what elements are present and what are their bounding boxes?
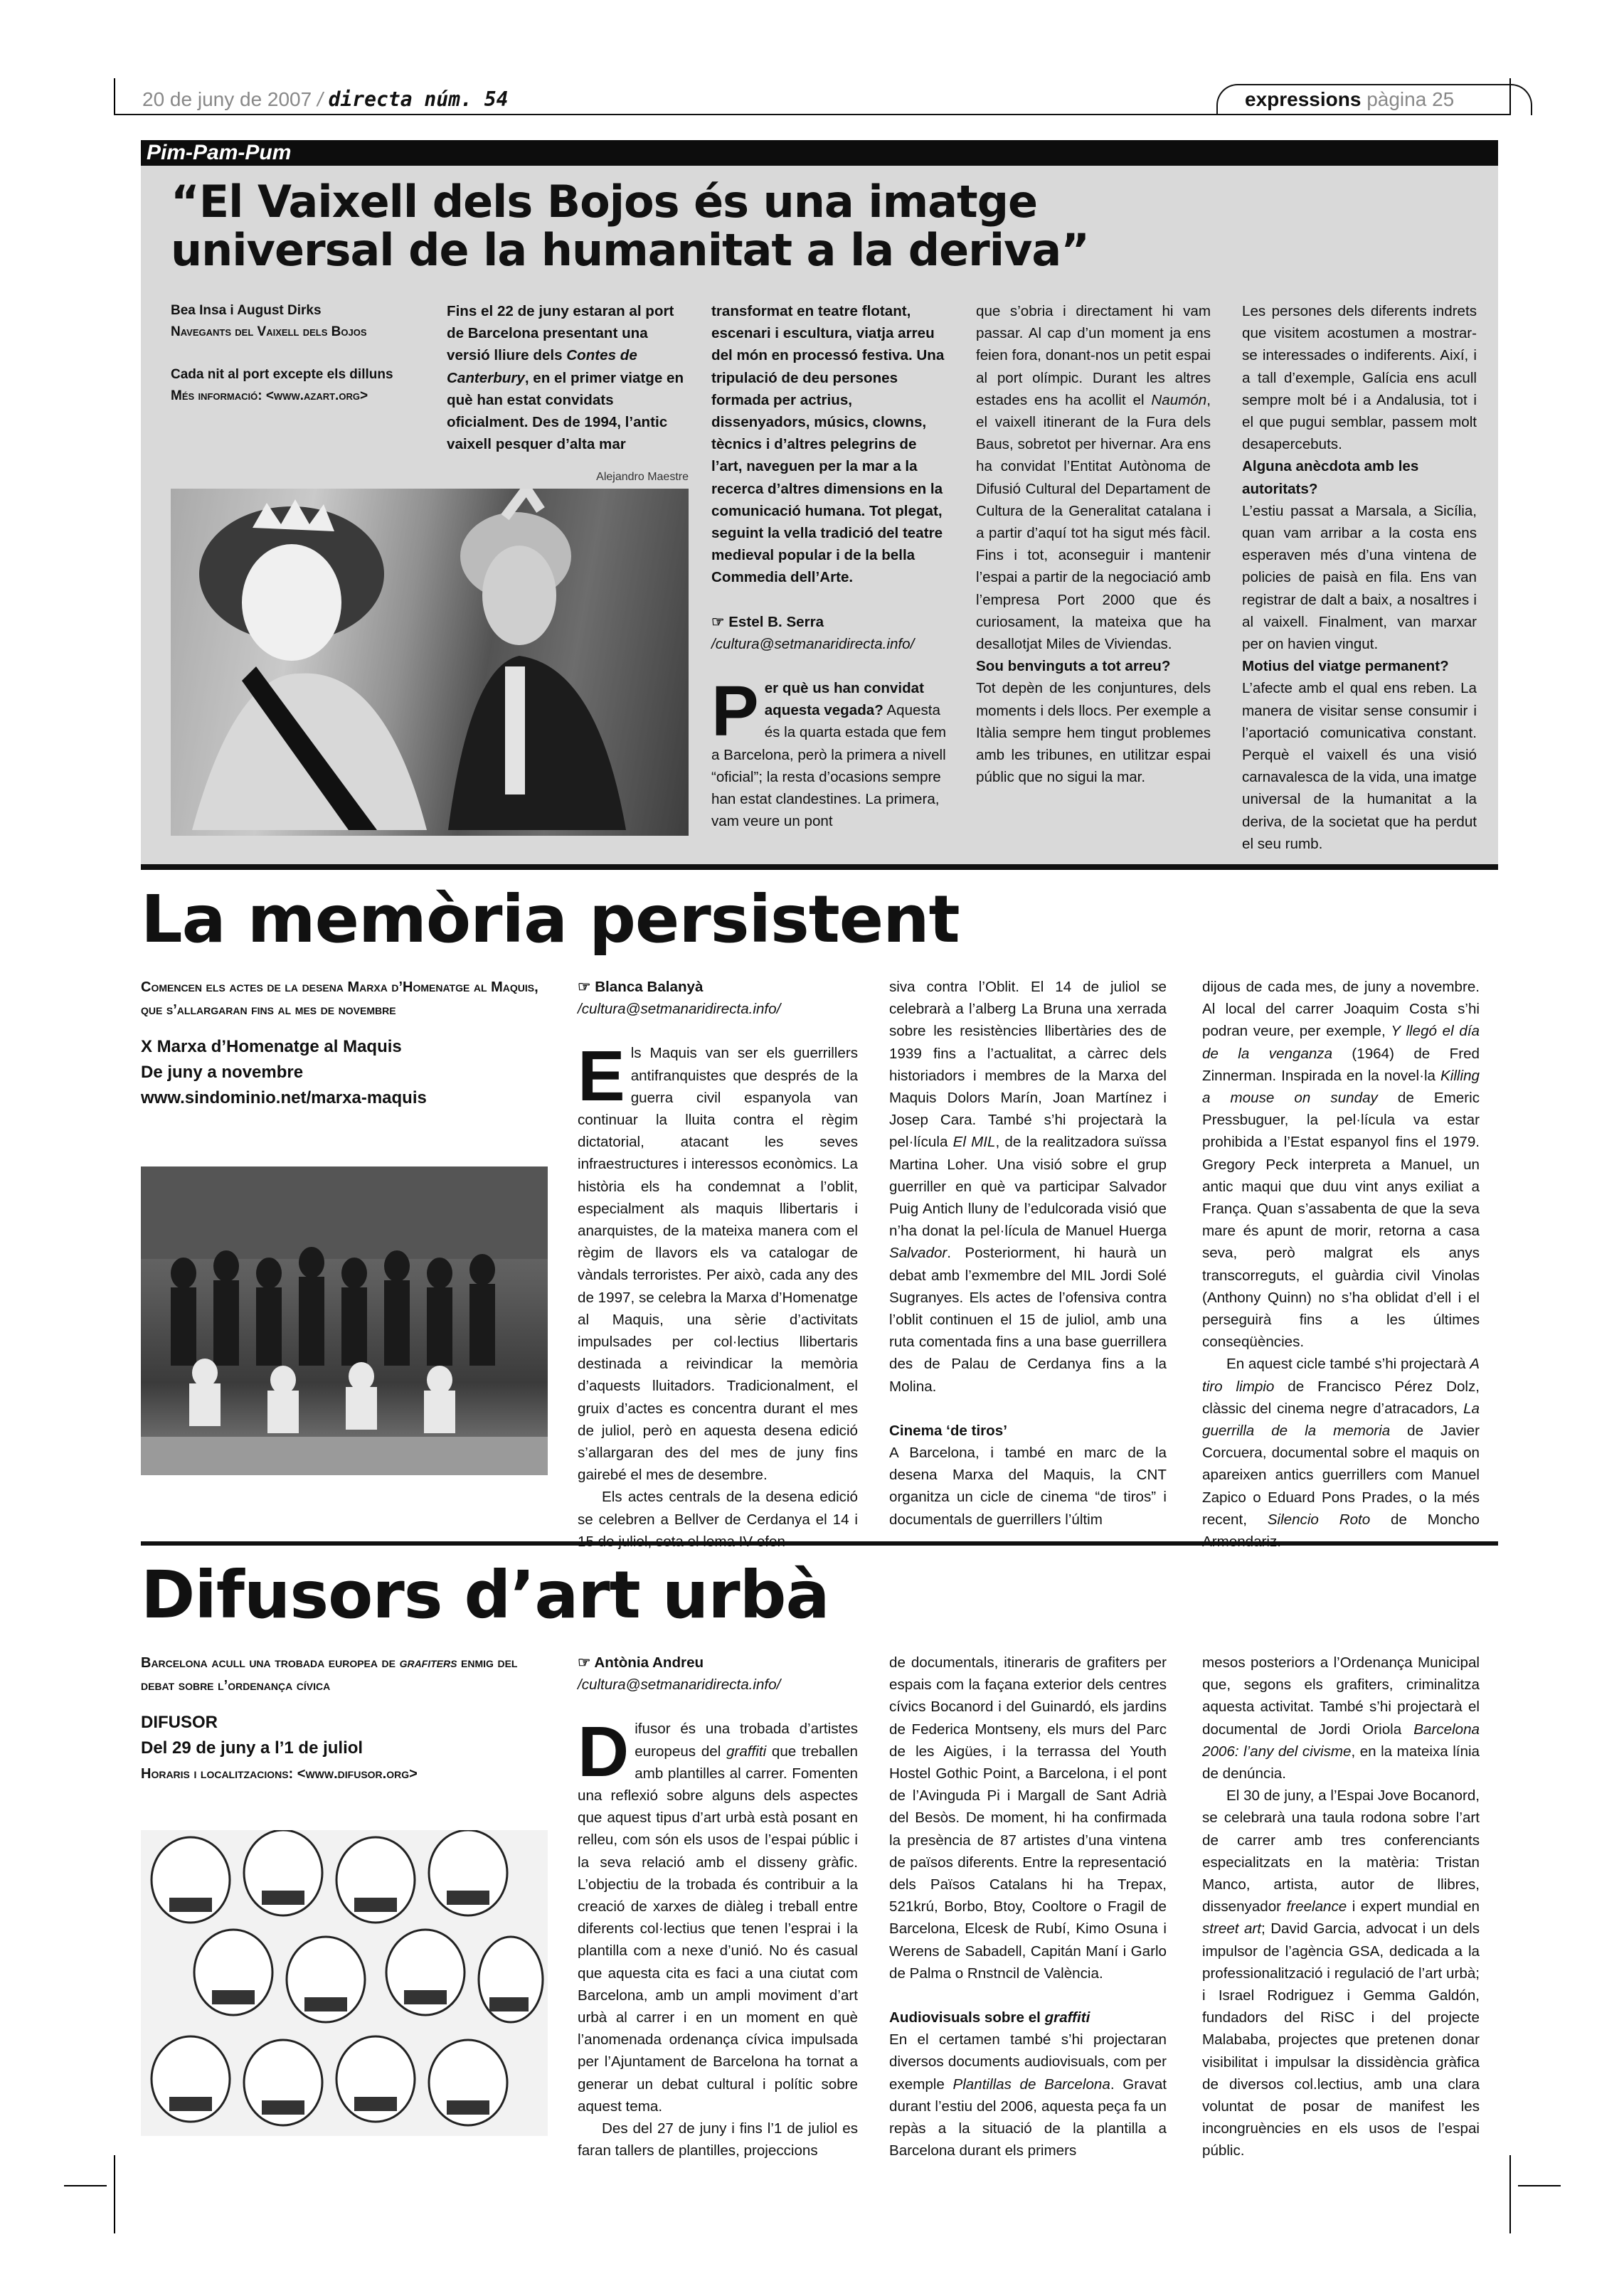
difusors-kicker-a: Barcelona acull una trobada europea de bbox=[141, 1655, 400, 1671]
interview-info bbox=[171, 300, 413, 407]
difusors-c4-a: mesos posteriors a l’Ordenança Municipal que, segons els grafiters, criminalitza aquesta activitat. També s’hi projectarà el documental de Jordi Oriola bbox=[1202, 1654, 1480, 1738]
difusors-author bbox=[578, 1652, 858, 1674]
memoria-c3-a: siva contra l’Oblit. El 14 de juliol se celebrarà a l’alberg La Bruna una xerrada sobre les resistències llibertàries des de 1939 fins a l’actualitat, a càrrec dels historiadors i membres de la Marxa del Maquis Dolors Marín, Joan Martínez i Josep Cara. També s’hi projectarà la pel·lícula bbox=[889, 979, 1167, 1151]
difusors-subhead-b: graffiti bbox=[1044, 2009, 1090, 2026]
memoria-c4-film5: Silencio Roto bbox=[1267, 1511, 1371, 1528]
difusors-kicker-b: enmig del debat sobre l’ordenança cívica bbox=[141, 1655, 518, 1694]
question-2: Sou benvinguts a tot arreu? bbox=[976, 658, 1171, 675]
memoria-c3-b: , de la realitzadora suïssa Martina Loher. Una visió sobre el grup guerriller en què va participar Salvador Puig Antich lluny de l’edulcorada visió que n’ha donat la pel·lícula de Manuel Huerga bbox=[889, 1134, 1167, 1240]
memoria-c4-c: de Emeric Pressbuguer, la pel·lícula va estar prohibida a l’Estat espanyol fins el 1979. Gregory Peck interpreta a Manuel, un antic maqui que duu vint anys exiliat a França. Quan s’assabenta de que la seva mare és apunt de morir, retorna a casa seva, però malgrat els anys transcorreguts, el guàrdia civil Vinolas (Anthony Quinn) no s’ha oblidat d’ell i el perseguirà fins a les últimes conseqüències. bbox=[1202, 1090, 1480, 1351]
header-left bbox=[142, 87, 508, 112]
memoria-c3-film1: El MIL bbox=[952, 1134, 996, 1151]
difusors-p2: Des del 27 de juny i fins l’1 de juliol es faran tallers de plantilles, projeccions bbox=[578, 2120, 858, 2159]
memoria-c3-text bbox=[889, 976, 1167, 1398]
memoria-dropcap: E bbox=[578, 1036, 625, 1117]
difusors-c3-text bbox=[889, 2029, 1167, 2162]
question-4: Motius del viatge permanent? bbox=[1242, 658, 1449, 675]
memoria-email[interactable]: /cultura@setmanaridirecta.info/ bbox=[578, 1001, 781, 1018]
crop-mark bbox=[114, 2155, 115, 2233]
stencil-artwork bbox=[141, 1830, 548, 2136]
photo-illustration bbox=[171, 489, 689, 836]
maquis-group-illustration bbox=[141, 1166, 548, 1475]
memoria-col2 bbox=[578, 976, 858, 1553]
memoria-c4-text bbox=[1202, 976, 1480, 1353]
memoria-author bbox=[578, 976, 858, 998]
difusors-c4-street: street art bbox=[1202, 1920, 1262, 1938]
info-group: Navegants del Vaixell dels Bojos bbox=[171, 324, 367, 339]
difusors-subhead bbox=[889, 2007, 1167, 2029]
intro-line3: una versió lliure dels bbox=[447, 325, 648, 364]
interview-headline-line2: universal de la humanitat a la deriva” bbox=[171, 224, 1090, 276]
memoria-c4-e: de Francisco Pérez Dolz, clàssic del cinema negre d’atracadors, bbox=[1202, 1378, 1480, 1417]
difusors-info-more bbox=[141, 1761, 546, 1787]
difusors-col3 bbox=[889, 1652, 1167, 2162]
difusors-info-url[interactable]: <www.difusor.org> bbox=[297, 1766, 418, 1782]
page-header bbox=[114, 84, 1511, 115]
byline-author bbox=[711, 611, 946, 633]
intro-line2: port de Barcelona presentant bbox=[447, 303, 674, 342]
interview-q1 bbox=[711, 671, 947, 832]
difusors-col4 bbox=[1202, 1652, 1480, 2162]
memoria-subhead: Cinema ‘de tiros’ bbox=[889, 1422, 1007, 1439]
answer-3: L’estiu passat a Marsala, a Sicília, quan vam arribar a la costa ens esperaven més d’una vintena de policies de paisà en fila. Ens van registrar de dalt a baix, a nosaltres i al vaixell. Finalment, van marxar per on havien vingut. bbox=[1242, 502, 1477, 653]
difusors-c4-d: i expert mundial en bbox=[1347, 1898, 1480, 1915]
memoria-c3-d: A Barcelona, i també en marc de la desena Marxa del Maquis, la CNT organitza un cicle de cinema “de tiros” i documentals de guerrillers l’últim bbox=[889, 1445, 1167, 1528]
difusors-author-name: Antònia Andreu bbox=[594, 1654, 704, 1671]
memoria-kicker: Comencen els actes de la desena Marxa d’Homenatge al Maquis, que s’allargaran fins al mes de novembre bbox=[141, 979, 538, 1018]
info-names: Bea Insa i August Dirks bbox=[171, 303, 322, 318]
difusors-c4-text bbox=[1202, 1652, 1480, 1785]
byline-email[interactable]: /cultura@setmanaridirecta.info/ bbox=[711, 635, 915, 652]
difusors-c4-free: freelance bbox=[1286, 1898, 1347, 1915]
difusors-info-name: DIFUSOR bbox=[141, 1713, 218, 1732]
interview-headline bbox=[171, 178, 1451, 275]
memoria-info-1: X Marxa d’Homenatge al Maquis bbox=[141, 1037, 402, 1056]
difusors-c3-film: Plantillas de Barcelona bbox=[952, 2076, 1110, 2093]
interview-col3-text: transformat en teatre flotant, escenari i escultura, viatja arreu del món en processó festiva. Una tripulació de deu persones formada per actrius, dissenyadors, músics, clowns, tècnics i d’altres pelegrins de l’art, naveguen per la mar a la recerca d’altres dimensions en la comunicació humana. Tot plegat, seguint la vella tradició del teatre medieval popular i de la bella Commedia dell’Arte. bbox=[711, 303, 945, 586]
intro-title: Contes de Canterbury bbox=[447, 347, 637, 386]
memoria-c4-film1: Y llegó el día de la venganza bbox=[1202, 1023, 1480, 1062]
memoria-c4-film3: A tiro limpio bbox=[1202, 1356, 1480, 1395]
memoria-c4-a: dijous de cada mes, de juny a novembre. Al local del carrer Joaquim Costa s’hi podran veure, per exemple, bbox=[1202, 979, 1480, 1040]
section-banner-label: Pim-Pam-Pum bbox=[147, 141, 292, 164]
memoria-c4-text2 bbox=[1202, 1353, 1480, 1553]
memoria-c3-film2: Salvador bbox=[889, 1245, 948, 1262]
interview-col4 bbox=[976, 300, 1211, 788]
memoria-p2: Els actes centrals de la desena edició se celebren a Bellver de Cerdanya el 14 i bbox=[578, 1489, 858, 1528]
difusors-c4-c: El 30 de juny, a l’Espai Jove Bocanord, se celebrarà una taula rodona sobre l’art de carrer amb tres conferenciants especialitzats en la matèria: Tristan Manco, artista, autor de llibres, dissenyador bbox=[1202, 1787, 1480, 1915]
memoria-c4-g: de Moncho bbox=[1391, 1511, 1480, 1528]
intro-line1: Fins el 22 de juny estaran al bbox=[447, 303, 642, 319]
difusors-c3-b: En el certamen també s’hi projectaran diversos documents audiovisuals, com per exemple bbox=[889, 2031, 1167, 2093]
info-more-label: Més informació: bbox=[171, 388, 262, 403]
difusors-email[interactable]: /cultura@setmanaridirecta.info/ bbox=[578, 1676, 781, 1694]
interview-byline bbox=[711, 611, 946, 655]
difusors-dropcap: D bbox=[578, 1712, 630, 1792]
interview-col4-text bbox=[976, 300, 1211, 655]
difusors-kicker bbox=[141, 1652, 546, 1697]
info-more-url[interactable]: <www.azart.org> bbox=[265, 388, 368, 403]
interview-headline-line1: “El Vaixell dels Bojos és una imatge bbox=[171, 176, 1038, 228]
difusors-info-label: Horaris i localitzacions: bbox=[141, 1766, 294, 1782]
header-date: 20 de juny de 2007 bbox=[142, 88, 312, 110]
memoria-c3-c: . Posteriorment, hi haurà un debat amb l’exmembre del MIL Jordi Solé Sugranyes. Els actes de l’ofensiva contra l’oblit continuen el 15 de juliol, amb una ruta comentada fins a una base guerrillera des de Palau de Cerdanya fins a la Molina. bbox=[889, 1245, 1167, 1395]
difusors-subhead-a: Audiovisuals sobre el bbox=[889, 2009, 1045, 2026]
maquis-photo bbox=[141, 1166, 548, 1475]
header-page: pàgina 25 bbox=[1366, 88, 1455, 110]
memoria-c4-b: (1964) de Fred Zinnerman. Inspirada en la novel·la bbox=[1202, 1045, 1480, 1084]
memoria-p1 bbox=[578, 1036, 858, 1486]
crop-mark bbox=[1518, 2185, 1561, 2186]
difusors-p1 bbox=[578, 1712, 858, 2117]
crop-mark bbox=[64, 2185, 107, 2186]
photo-credit: Alejandro Maestre bbox=[596, 471, 689, 483]
header-section: expressions bbox=[1245, 88, 1362, 110]
col4-naumon: Naumón bbox=[1151, 391, 1207, 408]
difusors-p1-graffiti: graffiti bbox=[726, 1743, 767, 1760]
col5-text: Les persones dels diferents indrets que visitem acostumen a mostrar-se interessades o indiferents. Així, i a tall d’exemple, Galícia ens acull sempre molt bé i a Andalusia, tot i el que pugui semblar, passem molt desapercebuts. bbox=[1242, 303, 1477, 453]
byline-pointer-icon: ☞ bbox=[711, 613, 729, 630]
col4-part-b: , el vaixell itinerant de la Fura dels Baus, sobretot per hivernar. Ara ens ha convidat l’Entitat Autònoma de Difusió Cultural del Departament de Cultura de la Generalitat catalana i a partir d’aquí tot ha sigut més fàcil. Fins i tot, aconseguir i mantenir l’espai a partir de la negociació amb l’empresa Port 2000 que és curiosament, la mateixa que ha desallotjat Miles de Viviendas. bbox=[976, 391, 1211, 653]
difusors-c4-film: Barcelona 2006: l’any del civisme bbox=[1202, 1721, 1480, 1760]
memoria-headline: La memòria persistent bbox=[141, 881, 960, 957]
difusors-c4-text2 bbox=[1202, 1785, 1480, 2162]
stencil-faces-illustration bbox=[141, 1830, 548, 2136]
difusors-c4-b: , en la mateixa línia de denúncia. bbox=[1202, 1743, 1480, 1782]
header-rule bbox=[114, 114, 1511, 115]
interview-col3 bbox=[711, 300, 946, 832]
difusors-info-dates: Del 29 de juny a l’1 de juliol bbox=[141, 1738, 363, 1758]
col4-part-a: que s’obria i directament hi vam passar. Al cap d’un moment ja ens feien fora, donant-nos un petit espai al port olímpic. Durant les altres estades ens ha acollit el bbox=[976, 303, 1211, 408]
difusors-p1-a: ifusor és una trobada d’artistes europeus del bbox=[635, 1721, 858, 1760]
info-more bbox=[171, 386, 413, 407]
question-3: Alguna anècdota amb les autoritats? bbox=[1242, 458, 1419, 497]
memoria-info-2: De juny a novembre bbox=[141, 1063, 304, 1082]
section-banner bbox=[141, 140, 1498, 166]
section-rule bbox=[141, 1541, 1498, 1546]
memoria-author-name: Blanca Balanyà bbox=[595, 979, 704, 995]
difusors-c3-a: de documentals, itineraris de grafiters per espais com la façana exterior dels centres cívics Bocanord i del Guinardó, els jardins de Federica Montseny, els murs del Parc de les Aigües, i la terrassa del Youth Hostel Gothic Point, a Barcelona, i el pont de l’Avinguda Pi i Margall de Sant Adrià del Besòs. De moment, hi ha confirmada la presència de 87 artistes d’una vintena de països diferents. Entre la representació dels Països Catalans hi ha Trepax, 521krú, Borbo, Btoy, Cooltore o Fragil de Barcelona, Elcesk de Rubí, Kimo Osuna i Werens de Sabadell, Capitán Maní i Garlo de Palma o Rnstncil de València. bbox=[889, 1654, 1167, 1982]
intro-paragraph bbox=[447, 300, 689, 455]
memoria-c4-d: En aquest cicle també s’hi projectarà bbox=[1226, 1356, 1470, 1373]
answer-2: Tot depèn de les conjuntures, dels moments i dels llocs. Per exemple a Itàlia sempre hem tingut problemes amb les tribunes, en utilitzar espai públic que no sigui la mar. bbox=[976, 680, 1211, 786]
difusors-c4-e: ; David Garcia, advocat i un dels impulsor de l’agència GSA, dedicada a la professionalització i regulació de l’art urbà; i Israel Rodriguez i Gemma Galdón, fundadors del RiSC i del projecte Malababa, projectes que pretenen donar visibilitat i impulsar la dissidència gràfica de diversos col.lectius, amb una clara voluntat de posar de manifest les incongruències en els usos de l’espai públic. bbox=[1202, 1920, 1480, 2159]
answer-1: Aquesta és la quarta estada que fem a Barcelona, però la primera a nivell “oficial”; la resta d’ocasions sempre han estat clandestines. La primera, vam veure un pont bbox=[711, 702, 947, 830]
difusors-c3-c: . Gravat durant l’estiu del 2006, aquesta peça fa un repàs a la situació de la plantilla a Barcelona durant els primers bbox=[889, 2076, 1167, 2159]
memoria-info-3[interactable]: www.sindominio.net/marxa-maquis bbox=[141, 1088, 427, 1107]
difusors-kicker-graf: grafiters bbox=[399, 1655, 457, 1671]
difusors-info bbox=[141, 1710, 546, 1787]
memoria-col4 bbox=[1202, 976, 1480, 1553]
header-separator: / bbox=[317, 88, 323, 110]
header-issue: directa núm. 54 bbox=[328, 87, 509, 111]
difusors-sidebar bbox=[141, 1652, 546, 1787]
difusors-pointer-icon: ☞ bbox=[578, 1654, 595, 1671]
byline-author-name: Estel B. Serra bbox=[728, 613, 824, 630]
intro-after: , en el primer viatge en què han estat convidats oficialment. Des de 1994, l’antic vaixell pesquer d’alta mar bbox=[447, 369, 684, 453]
crop-mark bbox=[1509, 2155, 1511, 2233]
memoria-col3 bbox=[889, 976, 1167, 1531]
memoria-p1-text: ls Maquis van ser els guerrillers antifranquistes que després de la guerra civil espanyola van continuar la lluita contra el règim dictatorial, atacant les seves infraestructures i interessos econòmics. La història els ha condemnat a l’oblit, especialment als maquis llibertaris i anarquistes, de la mateixa manera com el règim de llavors els va catalogar de vàndals terroristes. Per això, cada any des de 1997, se celebra la Marxa d’Homenatge al Maquis, una sèrie d’activitats impulsades per col·lectius llibertaris destinada a reivindicar la memòria d’aquests lluitadors. Tradicionalment, el gruix d’actes es concentra durant el mes de juliol, però en aquesta desena edició s’allargaran des del mes de juny fins gairebé el mes de desembre. bbox=[578, 1045, 858, 1484]
difusors-p1-b: que treballen amb plantilles al carrer. Fomenten una reflexió sobre alguns dels aspectes que aquest tipus d’art urbà està posant en relleu, com són els usos de l’espai públic i la seva relació amb el disseny gràfic. L’objectiu de la trobada és contribuir a la creació de xarxes de diàleg i treball entre diferents col·lectius que tenen l’esprai i la plantilla com a nexe d’unió. No és casual que aquesta cita es faci a una ciutat com Barcelona, amb un ampli moviment d’art urbà al carrer i en un moment en què l’anomenada ordenança cívica impulsada per l’Ajuntament de Barcelona ha tornat a generar un debat cultural i polític sobre aquest tema. bbox=[578, 1743, 858, 2115]
dropcap-p: P bbox=[711, 671, 759, 752]
memoria-pointer-icon: ☞ bbox=[578, 979, 595, 995]
answer-4: L’afecte amb el qual ens reben. La manera de visitar sense consumir i l’aportació comunicativa constant. Perquè el vaixell és una visió carnavalesca de la vida, una imatge universal de la humanitat a la deriva, de la societat que ha perdut el seu rumb. bbox=[1242, 680, 1477, 852]
difusors-col2 bbox=[578, 1652, 858, 2162]
memoria-info bbox=[141, 1034, 546, 1111]
memoria-c4-f: de Javier Corcuera, documental sobre el maquis on apareixen antics guerrillers com Manuel Zapico o Eduard Pons Prades, o la més recent, bbox=[1202, 1423, 1480, 1528]
info-schedule: Cada nit al port excepte els dilluns bbox=[171, 367, 393, 382]
memoria-c4-film2: Killing a mouse on sunday bbox=[1202, 1067, 1480, 1107]
interview-photo bbox=[171, 489, 689, 836]
difusors-headline: Difusors d’art urbà bbox=[141, 1557, 829, 1633]
memoria-sidebar bbox=[141, 976, 546, 1111]
question-1: er què us han convidat aquesta vegada? bbox=[764, 680, 924, 719]
interview-col5 bbox=[1242, 300, 1477, 855]
header-right bbox=[1245, 87, 1454, 112]
interview-intro-col2 bbox=[447, 300, 689, 455]
memoria-c4-film4: La guerrilla de la memoria bbox=[1202, 1400, 1480, 1440]
